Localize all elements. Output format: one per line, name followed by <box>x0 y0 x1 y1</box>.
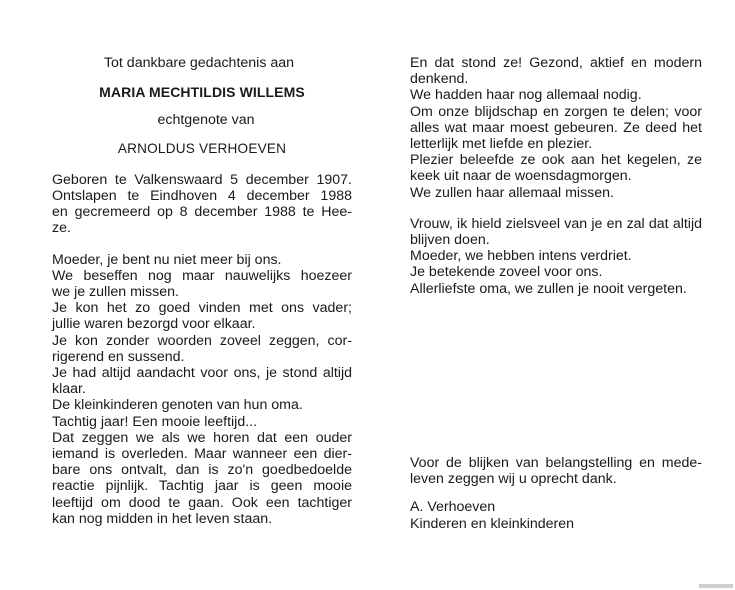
signature-block <box>410 499 702 531</box>
poem-line: Plezier beleefde ze ook aan het kegelen, ze <box>410 152 702 169</box>
poem-line: Tachtig jaar! Een mooie leeftijd... <box>52 413 258 430</box>
poem-line: letterlijk met liefde en plezier. <box>410 136 593 153</box>
poem-line: kan nog midden in het leven staan. <box>52 510 273 527</box>
poem-line: Dat zeggen we als we horen dat een ouder <box>52 429 352 446</box>
spouse-label: echtgenote van <box>157 112 255 129</box>
poem-line: leeftijd om dood te gaan. Ook een tachtiger <box>52 494 352 511</box>
life-line: Geboren te Valkenswaard 5 december 1907. <box>52 171 352 188</box>
poem-right-block-2 <box>410 216 702 297</box>
poem-line: We hadden haar nog allemaal nodig. <box>410 87 642 104</box>
poem-line: jullie waren bezorgd voor elkaar. <box>52 316 256 333</box>
poem-line: blijven doen. <box>410 232 490 249</box>
acknowledgement-line: Voor de blijken van belangstelling en mede- <box>410 455 702 471</box>
poem-line: Allerliefste oma, we zullen je nooit vergeten. <box>410 280 687 297</box>
poem-left-block <box>52 252 352 527</box>
signature-line: A. Verhoeven <box>410 499 496 516</box>
poem-line: Je had altijd aandacht voor ons, je stond altijd <box>52 365 352 382</box>
poem-line: Vrouw, ik hield zielsveel van je en zal dat altijd <box>410 215 702 232</box>
life-line: en gecremeerd op 8 december 1988 te Hee- <box>52 204 352 221</box>
poem-line: we je zullen missen. <box>52 284 179 301</box>
deceased-name: MARIA MECHTILDIS WILLEMS <box>99 84 305 101</box>
poem-line: reactie pijnlijk. Tachtig jaar is geen mooie <box>52 478 352 495</box>
life-line: ze. <box>52 220 71 237</box>
poem-line: En dat stond ze! Gezond, aktief en modern <box>410 55 702 71</box>
poem-line: We beseffen nog maar nauwelijks hoezeer <box>52 267 352 284</box>
poem-line: keek uit naar de woensdagmorgen. <box>410 168 632 185</box>
poem-line: Om onze blijdschap en zorgen te delen; voor <box>410 103 702 120</box>
poem-line: Je kon het zo goed vinden met ons vader; <box>52 300 352 317</box>
poem-right-block-1 <box>410 55 702 201</box>
poem-line: alles wat maar moest gebeuren. Ze deed het <box>410 119 702 136</box>
signature-line: Kinderen en kleinkinderen <box>410 515 575 532</box>
spouse-name: ARNOLDUS VERHOEVEN <box>117 140 287 156</box>
poem-line: klaar. <box>52 381 86 398</box>
life-dates-block <box>52 172 352 237</box>
life-line: Ontslapen te Eindhoven 4 december 1988 <box>52 188 352 205</box>
poem-line: Moeder, we hebben intens verdriet. <box>410 248 632 265</box>
poem-line: Je betekende zoveel voor ons. <box>410 264 603 281</box>
poem-line: Moeder, je bent nu niet meer bij ons. <box>52 251 282 268</box>
poem-line: Je kon zonder woorden zoveel zeggen, cor- <box>52 332 352 349</box>
poem-line: rigerend en sussend. <box>52 348 185 365</box>
left-column <box>52 55 352 527</box>
poem-line: iemand is overleden. Maar wanneer een dier- <box>52 446 352 463</box>
intro-text: Tot dankbare gedachtenis aan <box>103 55 295 71</box>
acknowledgement-block <box>410 455 702 532</box>
poem-line: De kleinkinderen genoten van hun oma. <box>52 397 303 414</box>
right-column <box>410 55 702 297</box>
scan-artifact <box>699 584 733 588</box>
poem-line: denkend. <box>410 71 469 88</box>
poem-line: We zullen haar allemaal missen. <box>410 184 614 201</box>
acknowledgement-line: leven zeggen wij u oprecht dank. <box>410 471 617 488</box>
poem-line: bare ons ontvalt, dan is zo'n goedbedoelde <box>52 462 352 479</box>
